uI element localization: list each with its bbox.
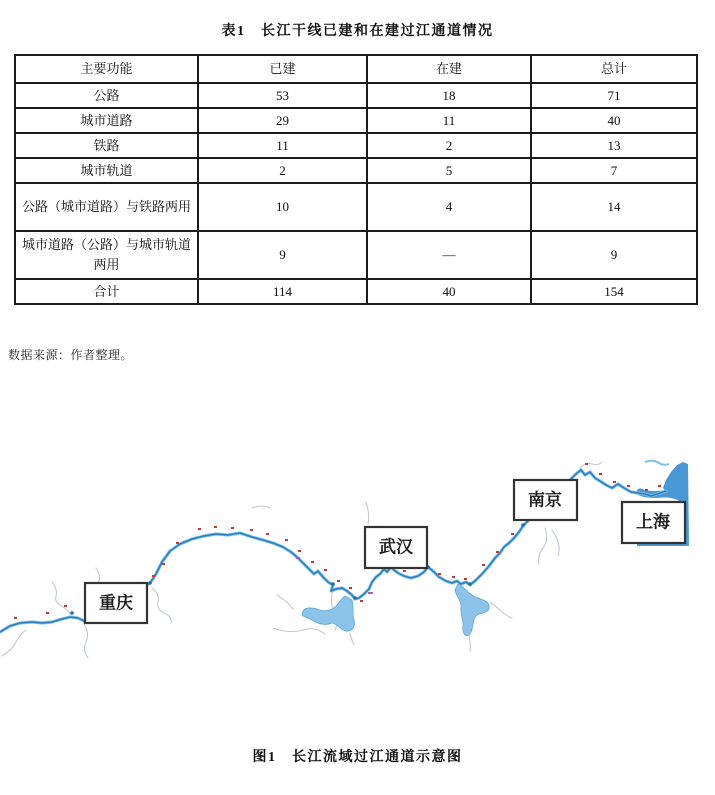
cell-under: — bbox=[367, 231, 531, 279]
cell-total: 14 bbox=[531, 183, 697, 231]
yangtze-map bbox=[0, 450, 715, 710]
figure-caption: 图1 长江流域过江通道示意图 bbox=[252, 750, 463, 765]
coastal-streak bbox=[645, 461, 669, 465]
cell-built: 11 bbox=[198, 133, 367, 158]
poyang-lake bbox=[455, 584, 489, 636]
cell-function: 公路 bbox=[15, 83, 198, 108]
cell-under: 11 bbox=[367, 108, 531, 133]
table-row bbox=[15, 108, 697, 133]
city-label-nanjing: 南京 bbox=[528, 490, 562, 510]
table-title: 表1 长江干线已建和在建过江通道情况 bbox=[221, 24, 494, 39]
city-box-nanjing bbox=[514, 480, 577, 520]
cell-under: 5 bbox=[367, 158, 531, 183]
route-markers-pink bbox=[296, 558, 373, 593]
col-header-function: 主要功能 bbox=[15, 55, 198, 83]
cell-total: 7 bbox=[531, 158, 697, 183]
table-row bbox=[15, 158, 697, 183]
cell-total: 71 bbox=[531, 83, 697, 108]
cell-function: 公路（城市道路）与铁路两用 bbox=[15, 183, 198, 231]
cell-function: 城市轨道 bbox=[15, 158, 198, 183]
cell-function: 铁路 bbox=[15, 133, 198, 158]
table-row bbox=[15, 83, 697, 108]
cell-built: 2 bbox=[198, 158, 367, 183]
city-box-wuhan bbox=[365, 527, 427, 568]
cell-total: 40 bbox=[531, 108, 697, 133]
cell-under: 2 bbox=[367, 133, 531, 158]
cell-built: 9 bbox=[198, 231, 367, 279]
cell-under: 40 bbox=[367, 279, 531, 304]
cell-built: 53 bbox=[198, 83, 367, 108]
cell-built: 29 bbox=[198, 108, 367, 133]
table-row bbox=[15, 231, 697, 279]
city-box-chongqing bbox=[85, 583, 147, 623]
city-label-shanghai: 上海 bbox=[636, 512, 670, 532]
data-source-note: 数据来源：作者整理。 bbox=[8, 348, 134, 362]
cell-total: 9 bbox=[531, 231, 697, 279]
cell-function: 城市道路 bbox=[15, 108, 198, 133]
cell-under: 4 bbox=[367, 183, 531, 231]
col-header-under-construction: 在建 bbox=[367, 55, 531, 83]
dongting-lake bbox=[302, 596, 354, 631]
cell-built: 10 bbox=[198, 183, 367, 231]
cell-built: 114 bbox=[198, 279, 367, 304]
city-label-wuhan: 武汉 bbox=[379, 537, 413, 557]
col-header-total: 总计 bbox=[531, 55, 697, 83]
table-row bbox=[15, 183, 697, 231]
city-label-chongqing: 重庆 bbox=[99, 593, 133, 613]
cell-total: 154 bbox=[531, 279, 697, 304]
col-header-built: 已建 bbox=[198, 55, 367, 83]
crossing-channels-table bbox=[14, 54, 698, 305]
city-box-shanghai bbox=[622, 502, 685, 543]
table-header-row bbox=[15, 55, 697, 83]
cell-function: 合计 bbox=[15, 279, 198, 304]
cell-function: 城市道路（公路）与城市轨道两用 bbox=[15, 231, 198, 279]
table-row bbox=[15, 133, 697, 158]
table-row-total bbox=[15, 279, 697, 304]
cell-under: 18 bbox=[367, 83, 531, 108]
cell-total: 13 bbox=[531, 133, 697, 158]
